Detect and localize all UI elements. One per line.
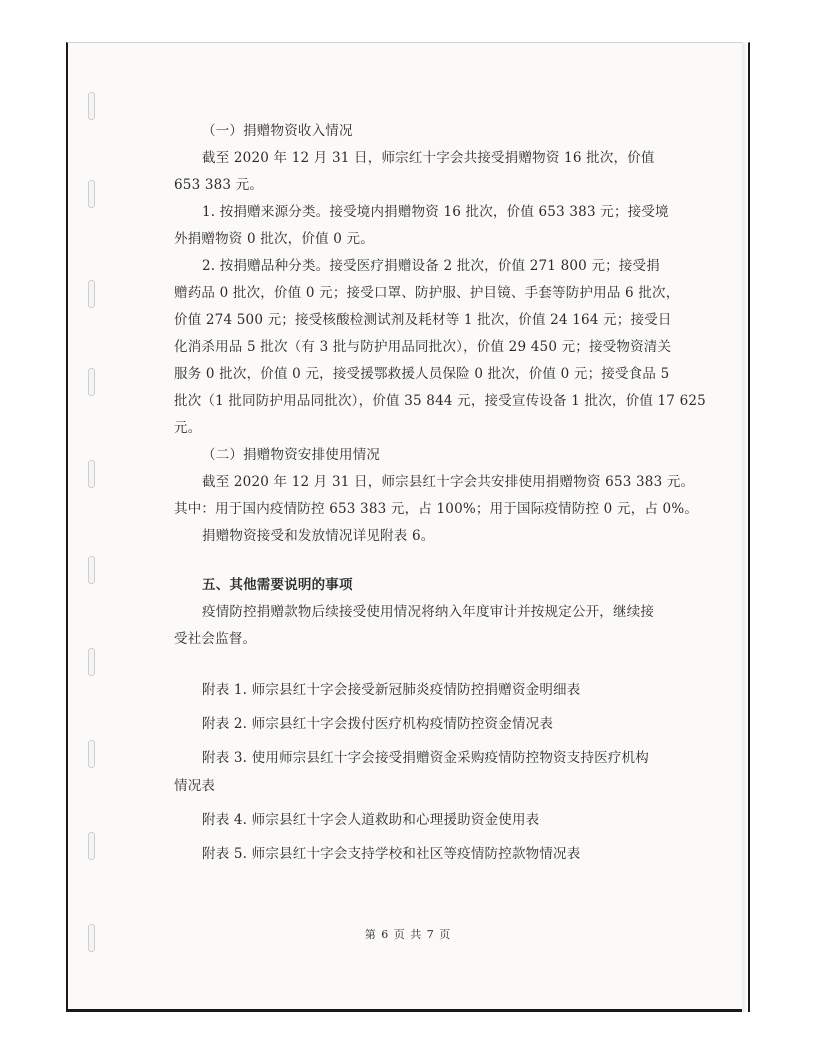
- paragraph-line: 截至 2020 年 12 月 31 日，师宗县红十字会共安排使用捐赠物资 653 383 元。: [202, 474, 695, 490]
- binding-hole-mark: [88, 556, 95, 584]
- appendix-item: 附表 2. 师宗县红十字会拨付医疗机构疫情防控资金情况表: [202, 716, 554, 732]
- binding-hole-mark: [88, 648, 95, 676]
- appendix-item: 附表 1. 师宗县红十字会接受新冠肺炎疫情防控捐赠资金明细表: [202, 682, 581, 698]
- paragraph-line: 价值 274 500 元；接受核酸检测试剂及耗材等 1 批次，价值 24 164 元；接受日: [174, 312, 672, 328]
- paragraph-line: 元。: [174, 420, 202, 436]
- appendix-item: 附表 3. 使用师宗县红十字会接受捐赠资金采购疫情防控物资支持医疗机构: [202, 750, 649, 766]
- paragraph-line: 其中：用于国内疫情防控 653 383 元，占 100%；用于国际疫情防控 0 元，占 0%。: [174, 501, 699, 517]
- paragraph-line: 疫情防控捐赠款物后续接受使用情况将纳入年度审计并按规定公开，继续接: [202, 604, 655, 620]
- binding-hole-mark: [88, 180, 95, 208]
- paragraph-line: 赠药品 0 批次，价值 0 元；接受口罩、防护服、护目镜、手套等防护用品 6 批次，: [174, 285, 680, 301]
- section-heading-other-matters: 五、其他需要说明的事项: [202, 577, 353, 593]
- appendix-item-continued: 情况表: [174, 778, 216, 794]
- binding-hole-mark: [88, 832, 95, 860]
- binding-hole-mark: [88, 368, 95, 396]
- page-number: 第 6 页 共 7 页: [364, 928, 452, 941]
- section-heading-goods-income: （一）捐赠物资收入情况: [202, 123, 353, 139]
- binding-hole-mark: [88, 740, 95, 768]
- paragraph-line: 服务 0 批次，价值 0 元，接受援鄂救援人员保险 0 批次，价值 0 元；接受食品 5: [174, 366, 670, 382]
- appendix-list: [174, 676, 649, 868]
- paragraph-line: 截至 2020 年 12 月 31 日，师宗红十字会共接受捐赠物资 16 批次，价值: [202, 150, 655, 166]
- paragraph-line: 2. 按捐赠品种分类。接受医疗捐赠设备 2 批次，价值 271 800 元；接受捐: [202, 258, 660, 274]
- section-heading-goods-usage: （二）捐赠物资安排使用情况: [202, 447, 381, 463]
- paragraph-line: 捐赠物资接受和发放情况详见附表 6。: [202, 528, 435, 544]
- paragraph-line: 外捐赠物资 0 批次，价值 0 元。: [174, 231, 374, 247]
- paragraph-line: 批次（1 批同防护用品同批次），价值 35 844 元，接受宣传设备 1 批次，价值 17 625: [174, 393, 706, 409]
- section-donated-goods: [174, 118, 706, 550]
- binding-hole-mark: [88, 92, 95, 120]
- paragraph-line: 受社会监督。: [174, 631, 257, 647]
- binding-hole-mark: [88, 280, 95, 308]
- paragraph-line: 1. 按捐赠来源分类。接受境内捐赠物资 16 批次，价值 653 383 元；接受境: [202, 204, 669, 220]
- paragraph-line: 653 383 元。: [174, 177, 264, 193]
- binding-hole-mark: [88, 460, 95, 488]
- page-edge-shadow: [742, 42, 748, 1012]
- section-other-matters: [174, 572, 655, 653]
- appendix-item: 附表 5. 师宗县红十字会支持学校和社区等疫情防控款物情况表: [202, 846, 581, 862]
- paragraph-line: 化消杀用品 5 批次（有 3 批与防护用品同批次），价值 29 450 元；接受物资清关: [174, 339, 672, 355]
- appendix-item: 附表 4. 师宗县红十字会人道救助和心理援助资金使用表: [202, 812, 540, 828]
